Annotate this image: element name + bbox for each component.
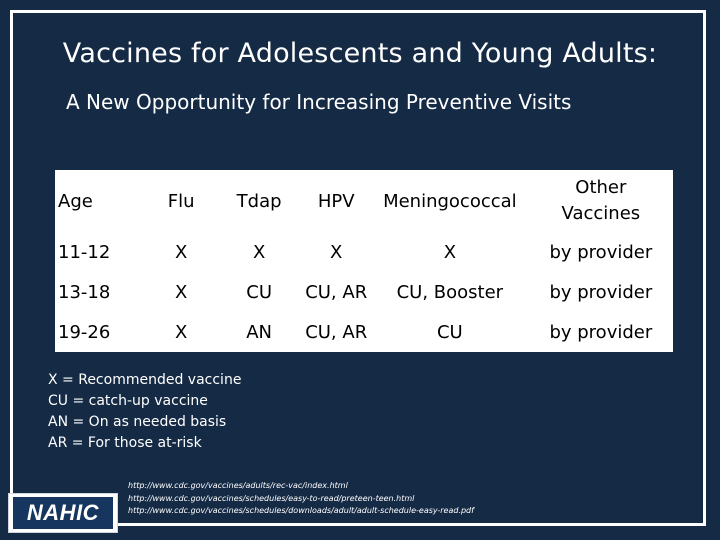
cell-age: 19-26 xyxy=(58,321,111,343)
cell-flu: X xyxy=(174,321,188,343)
table-row xyxy=(55,232,673,272)
table-row xyxy=(55,272,673,312)
cell-other: by provider xyxy=(549,321,653,343)
legend xyxy=(48,370,241,454)
cell-tdap: AN xyxy=(246,321,273,343)
cell-flu: X xyxy=(174,241,188,263)
cell-meningococcal: X xyxy=(443,241,457,263)
slide-title: Vaccines for Adolescents and Young Adults: xyxy=(62,38,658,69)
cell-other: by provider xyxy=(549,241,653,263)
legend-item: AN = On as needed basis xyxy=(48,414,227,430)
header-hpv: HPV xyxy=(317,190,355,212)
cell-other: by provider xyxy=(549,281,653,303)
cell-age: 11-12 xyxy=(58,241,111,263)
cell-hpv: CU, AR xyxy=(305,281,368,303)
header-other-line2: Vaccines xyxy=(561,203,641,224)
header-flu: Flu xyxy=(167,190,195,212)
legend-item: AR = For those at-risk xyxy=(48,435,202,451)
cell-hpv: CU, AR xyxy=(305,321,368,343)
cell-age: 13-18 xyxy=(58,281,111,303)
nahic-logo-text: NAHIC xyxy=(13,497,113,529)
cell-hpv: X xyxy=(330,241,343,263)
cell-flu: X xyxy=(174,281,188,303)
header-tdap: Tdap xyxy=(236,190,282,212)
legend-item: X = Recommended vaccine xyxy=(48,372,242,388)
cell-meningococcal: CU xyxy=(436,321,463,343)
reference-link[interactable]: http://www.cdc.gov/vaccines/schedules/downloads/adult/adult-schedule-easy-read.pdf xyxy=(128,506,474,515)
cell-tdap: CU xyxy=(246,281,272,303)
cell-meningococcal: CU, Booster xyxy=(396,281,504,303)
nahic-logo xyxy=(8,493,118,533)
reference-link[interactable]: http://www.cdc.gov/vaccines/schedules/easy-to-read/preteen-teen.html xyxy=(128,493,415,503)
table-row xyxy=(55,312,673,352)
legend-item: CU = catch-up vaccine xyxy=(48,393,208,409)
slide-subtitle: A New Opportunity for Increasing Preventive Visits xyxy=(66,90,572,114)
vaccine-table xyxy=(55,170,673,352)
header-meningococcal: Meningococcal xyxy=(383,190,517,212)
cell-tdap: X xyxy=(252,241,266,263)
table-header-row xyxy=(55,170,673,232)
header-other-line1: Other xyxy=(575,177,627,198)
reference-link[interactable]: http://www.cdc.gov/vaccines/adults/rec-vac/index.html xyxy=(128,481,348,490)
header-age: Age xyxy=(58,190,93,212)
header-other-vaccines xyxy=(529,170,673,232)
reference-links xyxy=(128,480,474,518)
